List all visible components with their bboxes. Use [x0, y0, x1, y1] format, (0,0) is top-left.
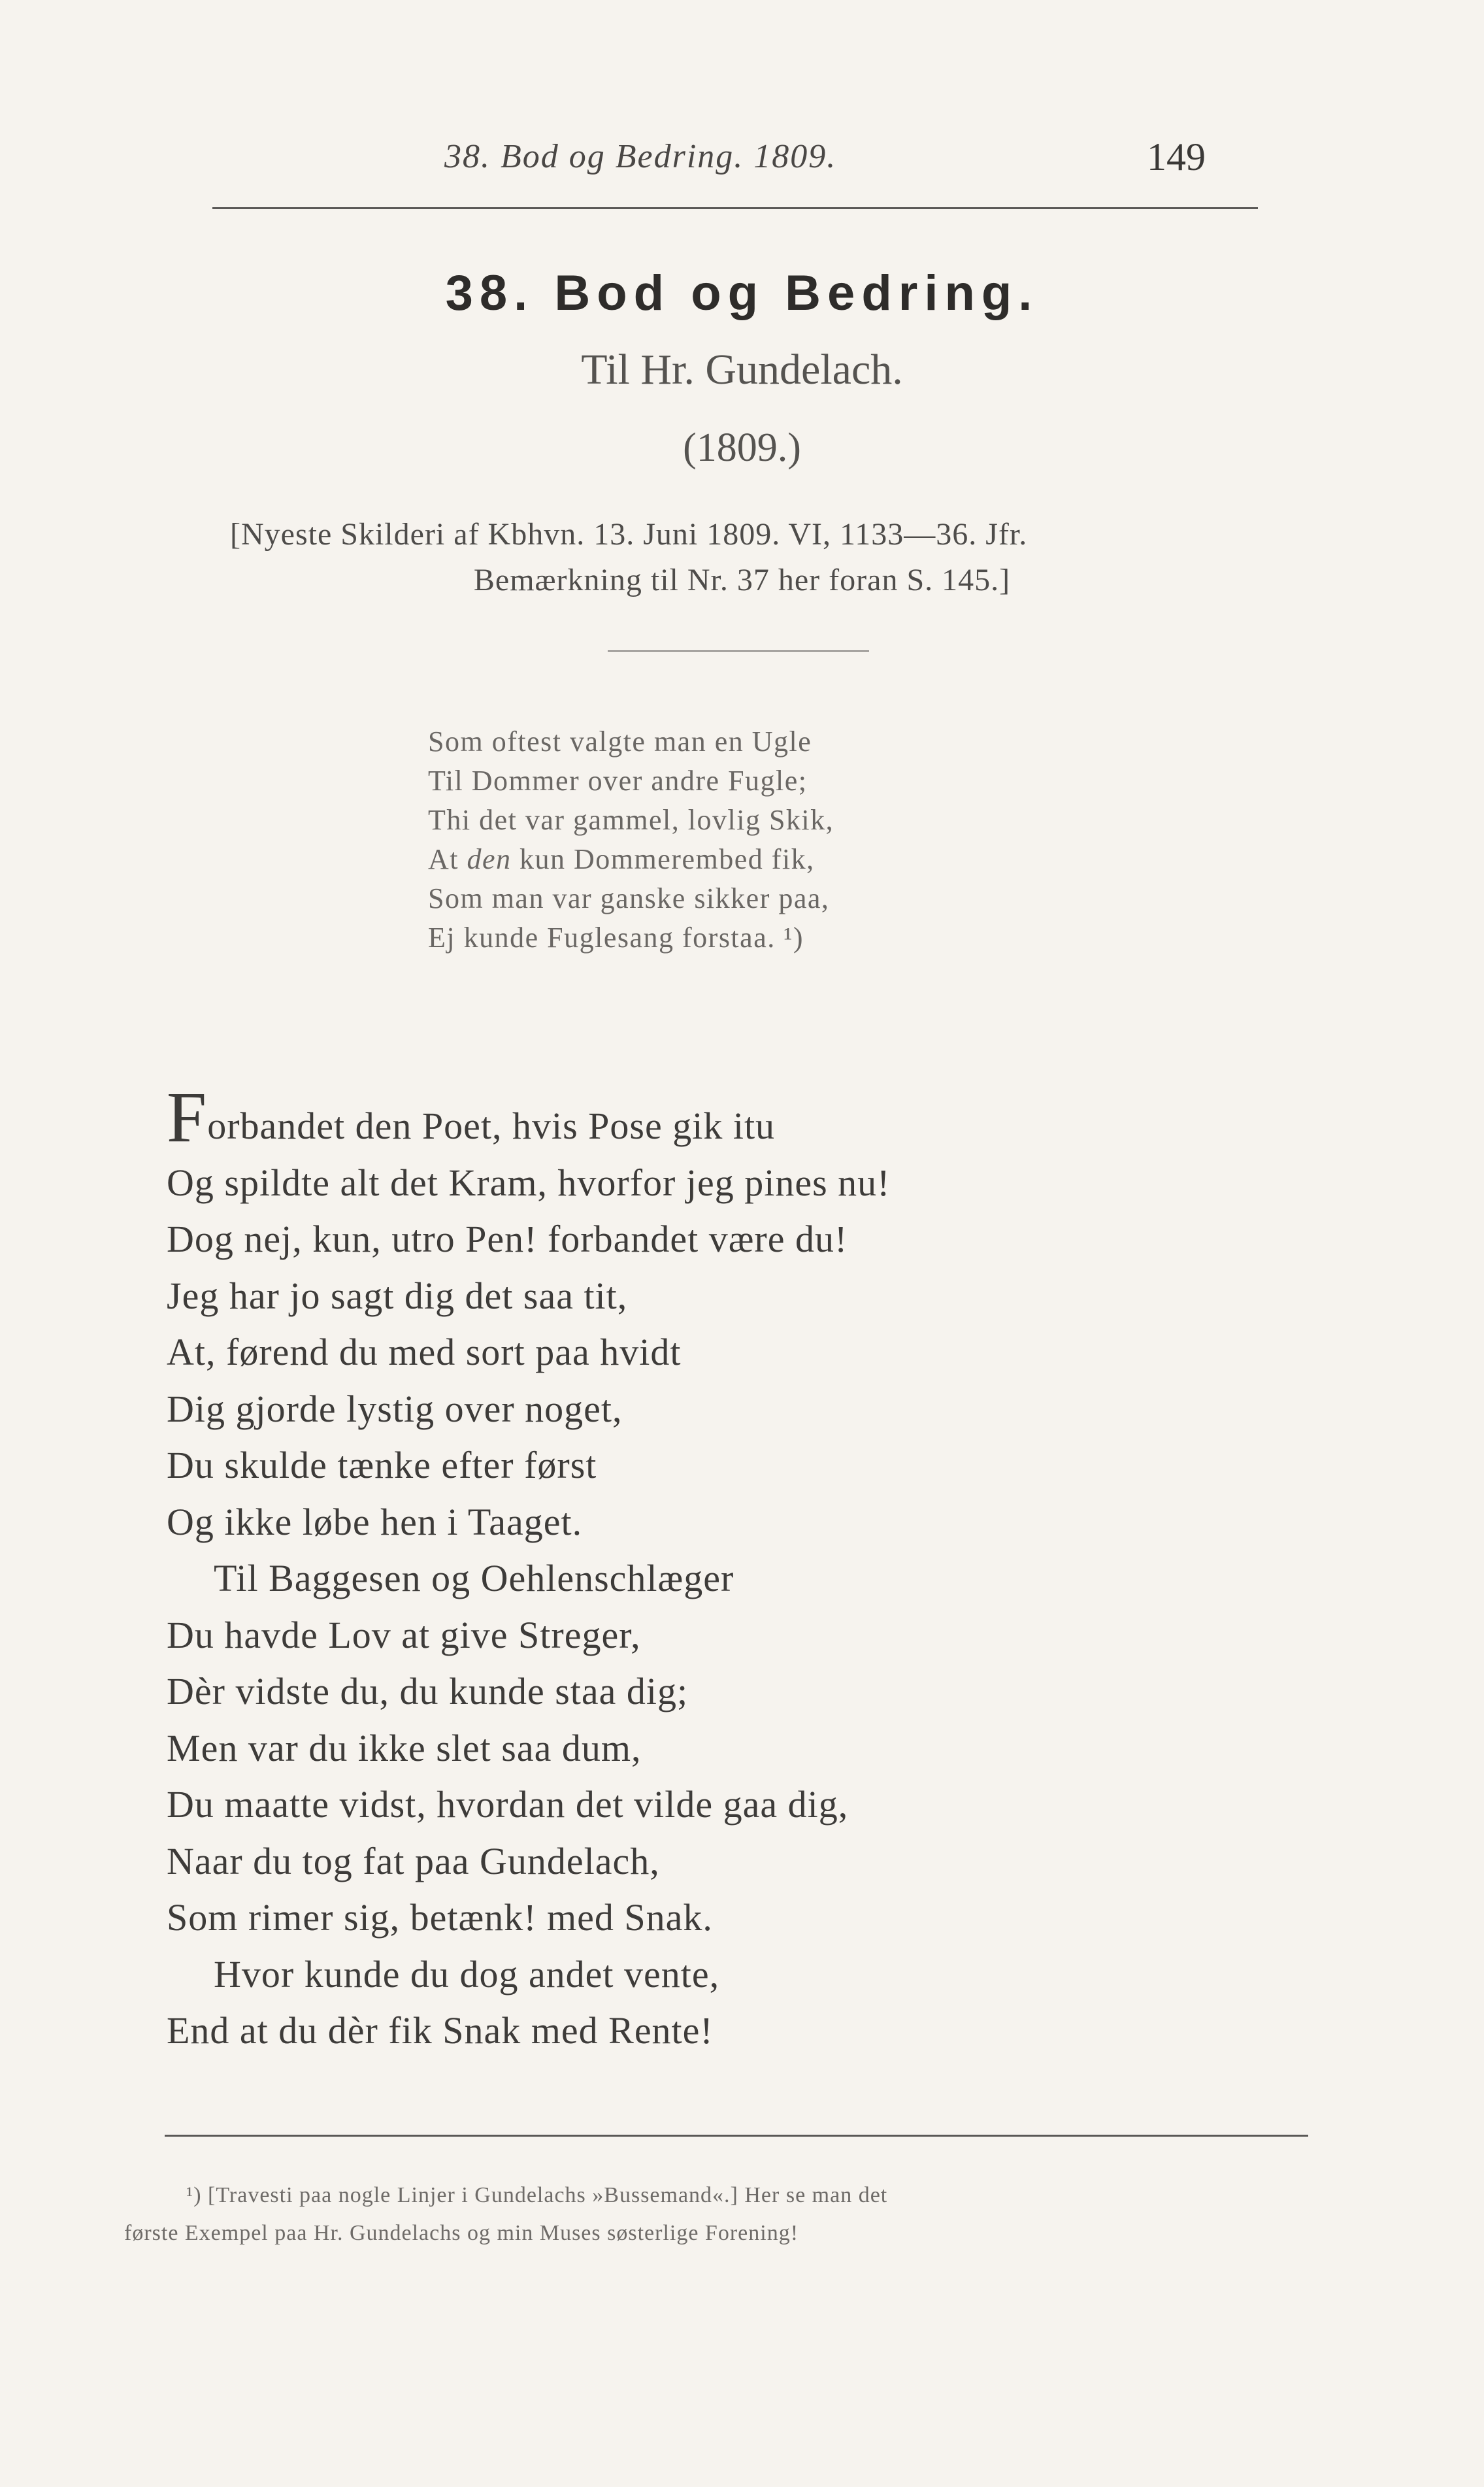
poem-line: Dig gjorde lystig over noget,	[167, 1387, 623, 1430]
poem-body	[167, 1077, 891, 2060]
poem-title: 38. Bod og Bedring.	[445, 265, 1039, 321]
poem-line: Dèr vidste du, du kunde staa dig;	[167, 1670, 689, 1712]
poem-line: Hvor kunde du dog andet vente,	[214, 1952, 720, 1995]
drop-cap: F	[167, 1077, 208, 1157]
running-title: 38. Bod og Bedring. 1809.	[444, 138, 837, 175]
first-line-text: orbandet den Poet, hvis Pose gik itu	[207, 1105, 776, 1147]
poem-line: Til Baggesen og Oehlenschlæger	[214, 1557, 734, 1599]
source-line-1: [Nyeste Skilderi af Kbhvn. 13. Juni 1809. VI, 1133—36. Jfr.	[230, 517, 1028, 552]
poem-line: Og ikke løbe hen i Taaget.	[167, 1500, 583, 1543]
motto-line: Som oftest valgte man en Ugle	[428, 726, 812, 758]
page-number: 149	[1147, 135, 1206, 178]
motto	[428, 722, 834, 958]
motto-line-prefix: At	[428, 843, 467, 875]
dedication: Til Hr. Gundelach.	[581, 346, 903, 393]
section-divider	[608, 650, 869, 652]
motto-emphasis: den	[467, 843, 512, 875]
motto-line: Til Dommer over andre Fugle;	[428, 765, 808, 797]
footnote-line-2: første Exempel paa Hr. Gundelachs og min Muses søsterlige Forening!	[124, 2221, 799, 2245]
poem-line: Dog nej, kun, utro Pen! forbandet være du!	[167, 1218, 848, 1260]
running-header	[0, 131, 1484, 190]
motto-line-suffix: kun Dommerembed fik,	[511, 843, 815, 875]
motto-line: Ej kunde Fuglesang forstaa. ¹)	[428, 922, 804, 954]
header-rule	[212, 207, 1258, 209]
poem-line: Og spildte alt det Kram, hvorfor jeg pines nu!	[167, 1161, 891, 1204]
footnote-rule	[165, 2135, 1308, 2137]
footnote-line-1: ¹) [Travesti paa nogle Linjer i Gundelachs »Bussemand«.] Her se man det	[186, 2183, 888, 2207]
poem-line: Naar du tog fat paa Gundelach,	[167, 1839, 660, 1882]
poem-line: Du maatte vidst, hvordan det vilde gaa dig,	[167, 1783, 849, 1826]
poem-line: Men var du ikke slet saa dum,	[167, 1726, 642, 1769]
motto-line: Thi det var gammel, lovlig Skik,	[428, 804, 834, 836]
motto-line: Som man var ganske sikker paa,	[428, 882, 830, 914]
poem-line: Du havde Lov at give Streger,	[167, 1613, 641, 1656]
poem-line: At, førend du med sort paa hvidt	[167, 1331, 682, 1373]
poem-line: Som rimer sig, betænk! med Snak.	[167, 1896, 713, 1939]
source-line-2: Bemærkning til Nr. 37 her foran S. 145.]	[473, 563, 1011, 597]
year: (1809.)	[683, 426, 801, 470]
poem-line: Du skulde tænke efter først	[167, 1444, 597, 1486]
poem-line: End at du dèr fik Snak med Rente!	[167, 2009, 714, 2052]
motto-line	[428, 840, 834, 879]
poem-line	[167, 1077, 890, 1157]
poem-line: Jeg har jo sagt dig det saa tit,	[167, 1274, 628, 1317]
